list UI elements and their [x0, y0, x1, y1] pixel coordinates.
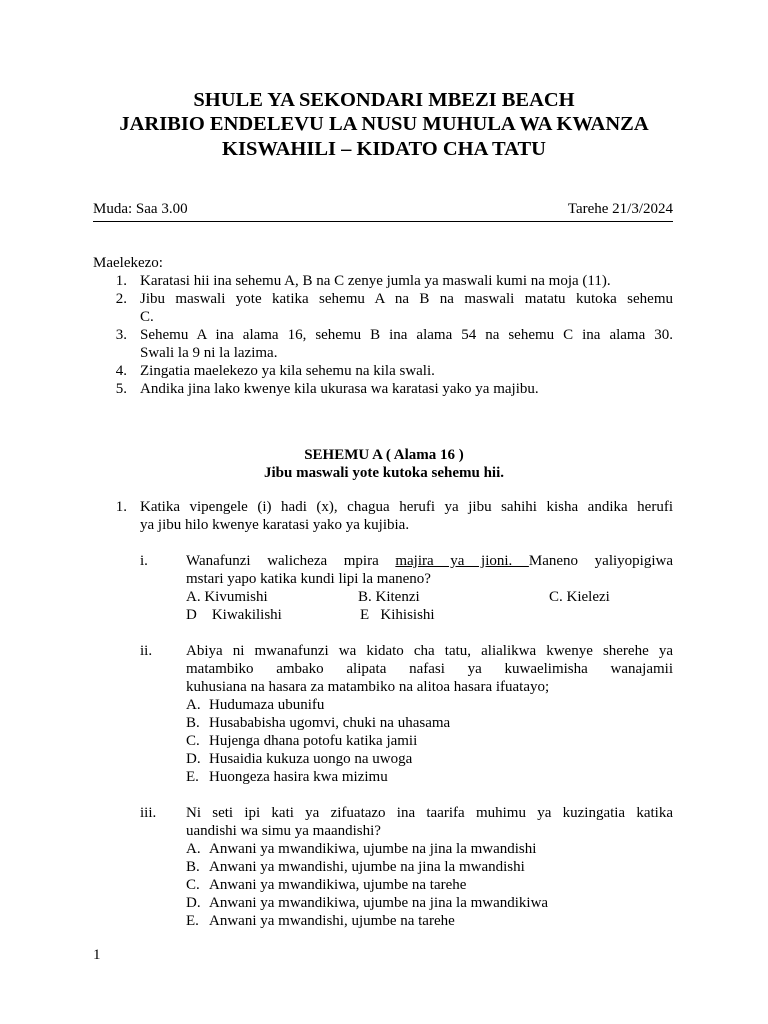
instruction-number: 5.	[115, 381, 127, 397]
option-text: Anwani ya mwandikiwa, ujumbe na tarehe	[209, 877, 467, 893]
option-letter: E.	[186, 913, 199, 929]
option-text: Husababisha ugomvi, chuki na uhasama	[209, 715, 451, 731]
option-letter: B.	[186, 859, 200, 875]
sub-question-text: matambiko ambako alipata nafasi ya kuwaelimisha wanajamii	[186, 661, 673, 677]
sub-question-text	[186, 552, 673, 570]
option-letter: D.	[186, 895, 201, 911]
instruction-text: Sehemu A ina alama 16, sehemu B ina alama 54 na sehemu C ina alama 30.	[140, 327, 673, 343]
underlined-phrase: majira ya jioni.	[395, 553, 529, 569]
option-letter: A.	[186, 841, 201, 857]
section-a-subtitle: Jibu maswali yote kutoka sehemu hii.	[263, 465, 505, 481]
sub-question-number: i.	[140, 553, 148, 569]
question-text: Katika vipengele (i) hadi (x), chagua herufi ya jibu sahihi kisha andika herufi	[140, 499, 673, 515]
option-text: Huongeza hasira kwa mizimu	[209, 769, 388, 785]
instruction-text: Jibu maswali yote katika sehemu A na B na maswali matatu kutoka sehemu	[140, 291, 673, 307]
option-letter: B.	[186, 715, 200, 731]
instruction-number: 2.	[115, 291, 127, 307]
question-text: ya jibu hilo kwenye karatasi yako ya kujibia.	[140, 517, 410, 533]
instruction-number: 1.	[115, 273, 127, 289]
subject-title: KISWAHILI – KIDATO CHA TATU	[222, 138, 546, 160]
school-name: SHULE YA SEKONDARI MBEZI BEACH	[193, 89, 575, 111]
option-text: Anwani ya mwandishi, ujumbe na tarehe	[209, 913, 455, 929]
exam-title: JARIBIO ENDELEVU LA NUSU MUHULA WA KWANZA	[119, 113, 649, 135]
option-letter: E.	[186, 769, 199, 785]
exam-duration: Muda: Saa 3.00	[93, 201, 188, 217]
exam-date: Tarehe 21/3/2024	[567, 201, 673, 217]
option-letter: D.	[186, 751, 201, 767]
section-a-title: SEHEMU A ( Alama 16 )	[304, 447, 464, 463]
sub-question-text: mstari yapo katika kundi lipi la maneno?	[186, 571, 431, 587]
sub-question-text-start: Wanafunzi walicheza mpira	[186, 553, 396, 569]
instruction-number: 3.	[115, 327, 127, 343]
sub-question-number: iii.	[140, 805, 157, 821]
option-letter: A.	[186, 697, 201, 713]
option-text: Anwani ya mwandikiwa, ujumbe na jina la mwandikiwa	[209, 895, 549, 911]
page-number: 1	[93, 947, 101, 963]
answer-option: C. Kielezi	[549, 589, 610, 605]
answer-option: D Kiwakilishi	[186, 607, 282, 623]
instruction-text: Swali la 9 ni la lazima.	[140, 345, 278, 361]
sub-question-text: uandishi wa simu ya maandishi?	[186, 823, 381, 839]
answer-option: E Kihisishi	[360, 607, 435, 623]
instruction-text: Andika jina lako kwenye kila ukurasa wa karatasi yako ya majibu.	[140, 381, 539, 397]
option-text: Hujenga dhana potofu katika jamii	[209, 733, 418, 749]
instruction-text: Zingatia maelekezo ya kila sehemu na kila swali.	[140, 363, 435, 379]
sub-question-number: ii.	[140, 643, 153, 659]
sub-question-text: Abiya ni mwanafunzi wa kidato cha tatu, alialikwa kwenye sherehe ya	[186, 643, 673, 659]
question-number: 1.	[115, 499, 127, 515]
option-text: Hudumaza ubunifu	[209, 697, 325, 713]
option-text: Anwani ya mwandishi, ujumbe na jina la mwandishi	[209, 859, 525, 875]
option-text: Husaidia kukuza uongo na uwoga	[209, 751, 413, 767]
sub-question-text: kuhusiana na hasara za matambiko na alitoa hasara ifuatayo;	[186, 679, 550, 695]
instructions-title: Maelekezo:	[93, 255, 163, 271]
instruction-text: C.	[140, 309, 154, 325]
option-letter: C.	[186, 733, 200, 749]
instruction-number: 4.	[115, 363, 127, 379]
sub-question-text-end: Maneno yaliyopigiwa	[528, 553, 673, 569]
answer-option: B. Kitenzi	[358, 589, 420, 605]
exam-meta-row	[93, 200, 673, 222]
option-text: Anwani ya mwandikiwa, ujumbe na jina la mwandishi	[209, 841, 537, 857]
sub-question-text: Ni seti ipi kati ya zifuatazo ina taarifa muhimu ya kuzingatia katika	[186, 805, 673, 821]
instruction-text: Karatasi hii ina sehemu A, B na C zenye jumla ya maswali kumi na moja (11).	[140, 273, 611, 289]
answer-option: A. Kivumishi	[186, 589, 268, 605]
option-letter: C.	[186, 877, 200, 893]
